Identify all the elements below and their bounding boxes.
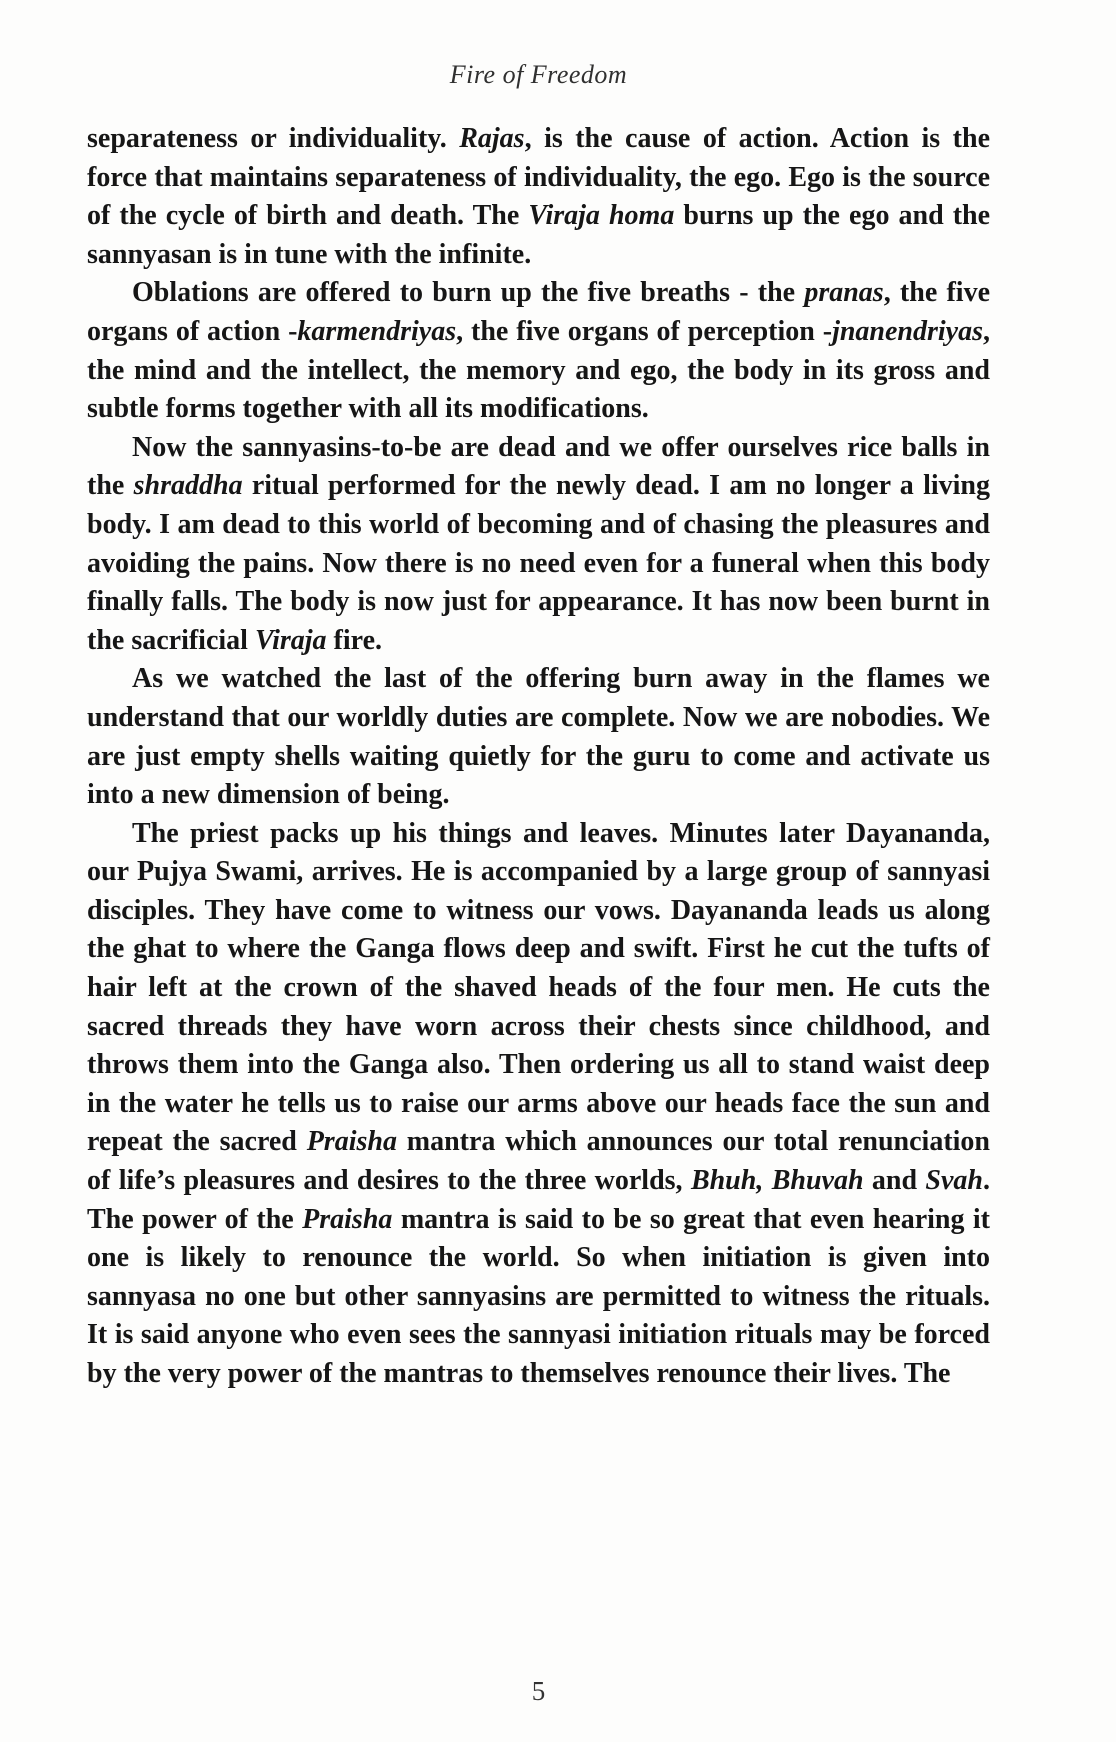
text-run: and <box>863 1165 926 1197</box>
text-run: As we watched the last of the offering burn away in the flames we understand that our worldly duties are complete. Now we are nobodies. We are just empty shells waiting quietly for the guru to come and activate us into a new dimension of being. <box>87 663 990 811</box>
text-run: , the five organs of action - <box>87 277 991 347</box>
term-praisha: Praisha <box>306 1126 397 1158</box>
text-run: . The power of the <box>87 1165 990 1235</box>
text-run: mantra which announces our total renunciation of life’s pleasures and desires to the three worlds, <box>87 1126 990 1197</box>
text-run: , is the cause of action. Action is the force that maintains separateness of individuality, the ego. Ego is the source of the cycle of birth and death. The <box>87 123 990 232</box>
text-run: separateness or individuality. <box>87 123 460 154</box>
text-run: mantra is said to be so great that even hearing it one is likely to renounce the world. So when initiation is given into sannyasa no one but other sannyasins are permitted to witness the rituals. It is said anyone who even sees the sannyasi initiation rituals may be forced by the very power of the mantras to themselves renounce their lives. The <box>87 1203 991 1389</box>
body-paragraph-2 <box>87 274 990 428</box>
text-run: , the five organs of perception - <box>456 315 833 347</box>
term-viraja: Viraja <box>254 624 327 656</box>
text-run: Oblations are offered to burn up the five breaths - the <box>132 277 805 309</box>
term-karmendriyas: karmendriyas <box>297 315 457 347</box>
term-viraja-homa: Viraja homa <box>528 200 675 232</box>
term-jnanendriyas: jnanendriyas <box>832 315 983 347</box>
term-praisha-2: Praisha <box>302 1203 393 1235</box>
term-svah: Svah <box>925 1165 983 1197</box>
text-run: The priest packs up his things and leaves. Minutes later Dayananda, our Pujya Swami, arrives. He is accompanied by a large group of sannyasi disciples. They have come to witness our vows. Dayananda leads us along the ghat to where the Ganga flows deep and swift. First he cut the tufts of hair left at the crown of the shaved heads of the four men. He cuts the sacred threads they have worn across their chests since childhood, and throws them into the Ganga also. Then ordering us all to stand waist deep in the water he tells us to raise our arms above our heads face the sun and repeat the sacred <box>87 817 990 1158</box>
body-paragraph-4 <box>87 660 990 814</box>
text-run: Now the sannyasins-to-be are dead and we offer ourselves rice balls in the <box>87 431 990 502</box>
term-rajas: Rajas <box>459 123 525 154</box>
page-number: 5 <box>531 1676 546 1706</box>
body-text <box>87 120 990 1394</box>
term-shraddha: shraddha <box>133 470 243 502</box>
term-bhuh-bhuvah: Bhuh, Bhuvah <box>690 1165 864 1197</box>
text-run: fire. <box>326 624 382 656</box>
text-run: burns up the ego and the sannyasan is in tune with the infinite. <box>87 200 991 270</box>
text-run: , the mind and the intellect, the memory and ego, the body in its gross and subtle forms together with all its modifications. <box>87 315 990 425</box>
running-head: Fire of Freedom <box>449 60 628 89</box>
body-paragraph-3 <box>87 429 990 661</box>
body-paragraph-5 <box>87 815 990 1394</box>
text-run: ritual performed for the newly dead. I am no longer a living body. I am dead to this world of becoming and of chasing the pleasures and avoiding the pains. Now there is no need even for a funeral when this body finally falls. The body is now just for appearance. It has now been burnt in the sacrificial <box>87 470 991 656</box>
body-paragraph-1 <box>87 120 990 274</box>
term-pranas: pranas <box>804 277 884 309</box>
